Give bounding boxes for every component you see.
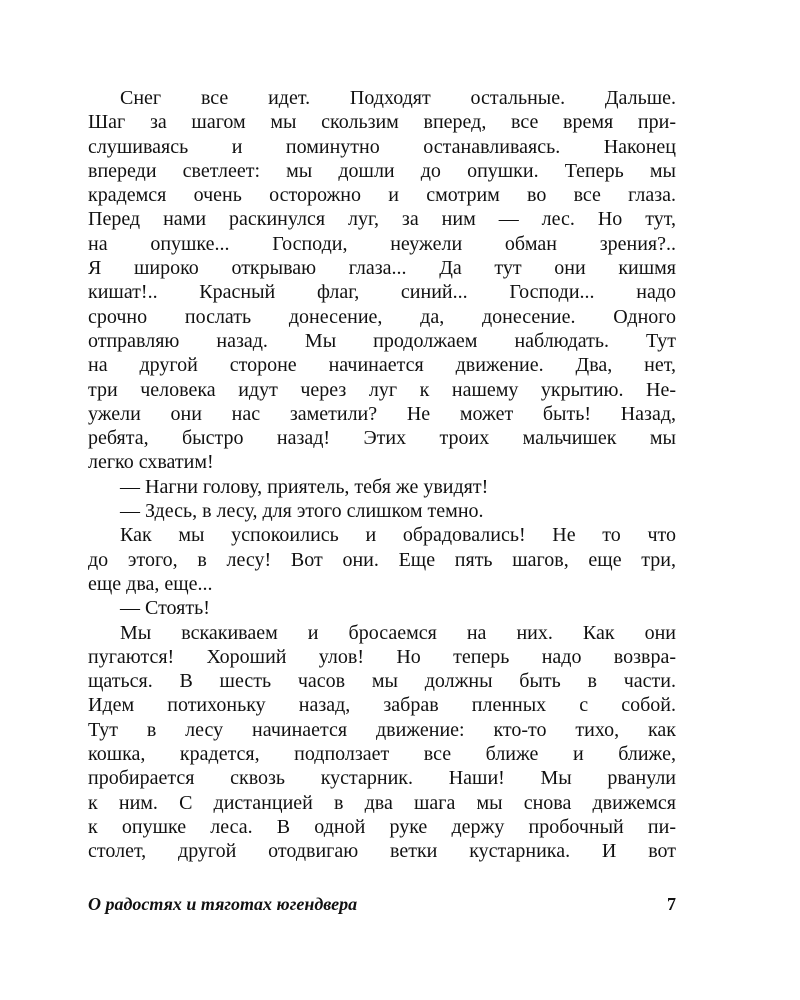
text-line: впереди светлеет: мы дошли до опушки. Теперь мы [88, 159, 676, 182]
dialogue-line: — Здесь, в лесу, для этого слишком темно. [120, 500, 484, 523]
text-line: ребята, быстро назад! Этих троих мальчишек мы [88, 427, 676, 450]
text-line: отправляю назад. Мы продолжаем наблюдать. Тут [88, 329, 676, 352]
text-line: крадемся очень осторожно и смотрим во все глаза. [88, 184, 676, 207]
text-line: на опушке... Господи, неужели обман зрения?.. [88, 232, 676, 255]
dialogue-line: — Стоять! [120, 597, 210, 620]
text-line: три человека идут через луг к нашему укрытию. Не- [88, 378, 676, 401]
running-title: О радостях и тяготах югендвера [88, 894, 358, 914]
text-line: Мы вскакиваем и бросаемся на них. Как они [120, 621, 676, 644]
text-line: Шаг за шагом мы скользим вперед, все время при- [88, 111, 676, 134]
text-line: Снег все идет. Подходят остальные. Дальше. [120, 87, 676, 109]
text-line: ужели они нас заметили? Не может быть! Назад, [88, 402, 676, 425]
text-line: щаться. В шесть часов мы должны быть в части. [88, 670, 676, 693]
text-line: Перед нами раскинулся луг, за ним — лес. Но тут, [88, 208, 676, 231]
text-line: легко схватим! [88, 451, 214, 474]
text-line: Как мы успокоились и обрадовались! Не то что [120, 524, 676, 547]
page-body [88, 86, 676, 864]
text-line: столет, другой отодвигаю ветки кустарника. И вот [88, 840, 676, 863]
text-line: кошка, крадется, подползает все ближе и ближе, [88, 743, 676, 766]
page-footer [88, 892, 676, 916]
text-line: пробирается сквозь кустарник. Наши! Мы рванули [88, 767, 676, 790]
text-line: пугаются! Хороший улов! Но теперь надо возвра- [88, 645, 676, 668]
text-line: еще два, еще... [88, 572, 213, 595]
text-line: на другой стороне начинается движение. Два, нет, [88, 354, 676, 377]
text-line: к опушке леса. В одной руке держу пробочный пи- [88, 815, 676, 838]
text-line: Идем потихоньку назад, забрав пленных с собой. [88, 694, 676, 717]
dialogue-line: — Нагни голову, приятель, тебя же увидят! [120, 475, 489, 498]
text-line: до этого, в лесу! Вот они. Еще пять шагов, еще три, [88, 548, 676, 571]
text-line: Тут в лесу начинается движение: кто-то тихо, как [88, 718, 676, 741]
text-line: кишат!.. Красный флаг, синий... Господи... надо [88, 281, 676, 304]
page-number: 7 [667, 894, 676, 914]
text-line: срочно послать донесение, да, донесение. Одного [88, 305, 676, 328]
text-line: слушиваясь и поминутно останавливаясь. Наконец [88, 135, 676, 158]
text-line: к ним. С дистанцией в два шага мы снова движемся [88, 791, 676, 814]
text-line: Я широко открываю глаза... Да тут они кишмя [88, 257, 676, 280]
